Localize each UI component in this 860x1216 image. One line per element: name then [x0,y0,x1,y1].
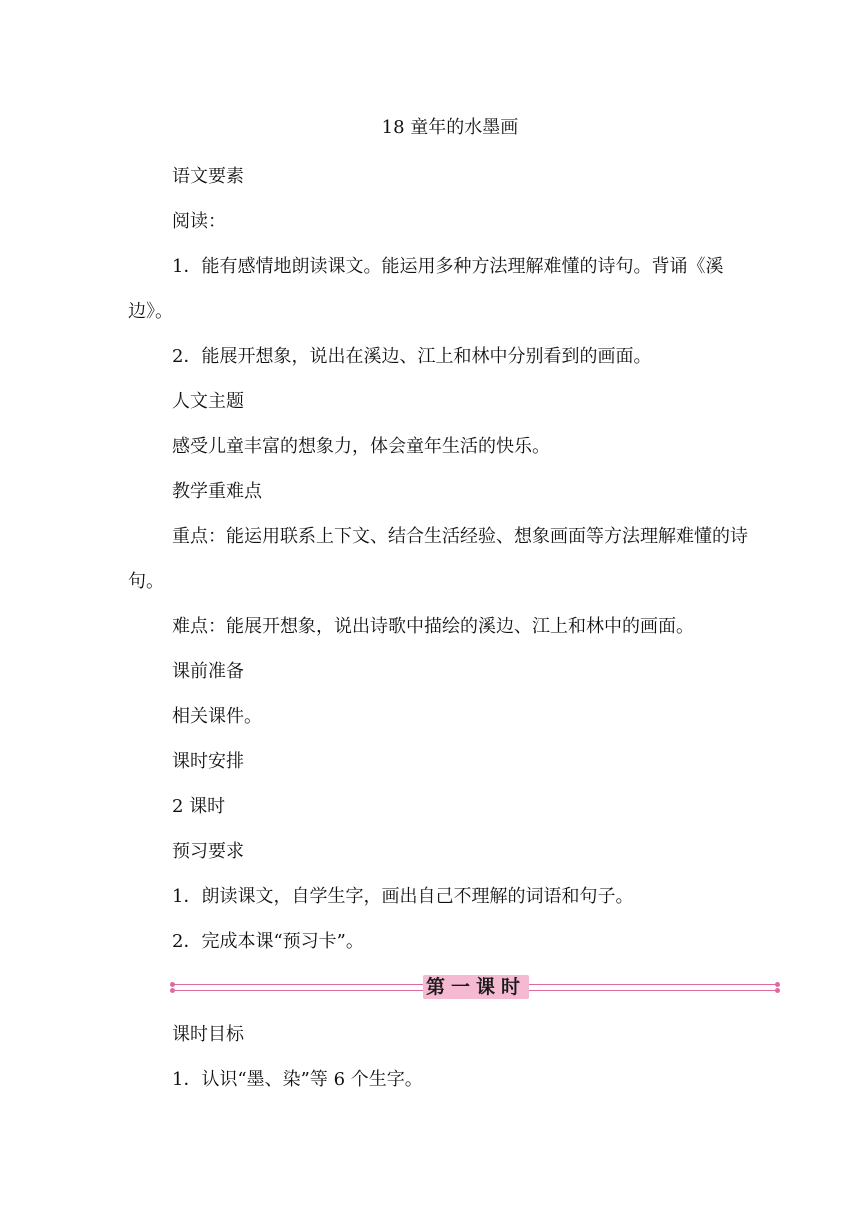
paragraph-theme: 感受儿童丰富的想象力，体会童年生活的快乐。 [172,436,550,457]
paragraph-goal-2: 2．能展开想象，说出在溪边、江上和林中分别看到的画面。 [172,346,652,367]
divider-dot-icon [170,982,175,987]
lesson-divider [172,968,778,1008]
paragraph-schedule: 2 课时 [172,796,226,817]
section-heading-preparation: 课前准备 [172,661,244,682]
paragraph-key-point: 重点：能运用联系上下文、结合生活经验、想象画面等方法理解难懂的诗句。 [128,526,748,592]
paragraph-difficulty: 难点：能展开想象，说出诗歌中描绘的溪边、江上和林中的画面。 [172,616,694,637]
section-heading-schedule: 课时安排 [172,751,244,772]
section-heading-theme: 人文主题 [172,391,244,412]
paragraph-lesson-goal-1: 1．认识“墨、染”等 6 个生字。 [172,1069,423,1090]
section-heading-lesson-goals: 课时目标 [172,1024,244,1045]
lesson-badge: 第一课时 [423,975,529,999]
paragraph-preparation: 相关课件。 [172,706,262,727]
paragraph-reading: 阅读： [172,211,226,232]
document-body [128,154,748,1102]
paragraph-preview-2: 2．完成本课“预习卡”。 [172,931,364,952]
paragraph-goal-1: 1．能有感情地朗读课文。能运用多种方法理解难懂的诗句。背诵《溪边》。 [128,256,724,322]
paragraph-preview-1: 1．朗读课文，自学生字，画出自己不理解的词语和句子。 [172,886,634,907]
section-heading-preview: 预习要求 [172,841,244,862]
page-title: 18 童年的水墨画 [381,117,519,138]
divider-dot-icon [775,982,780,987]
divider-dot-icon [775,988,780,993]
divider-dot-icon [170,988,175,993]
section-heading-language-elements: 语文要素 [172,166,244,187]
section-heading-key-points: 教学重难点 [172,481,262,502]
